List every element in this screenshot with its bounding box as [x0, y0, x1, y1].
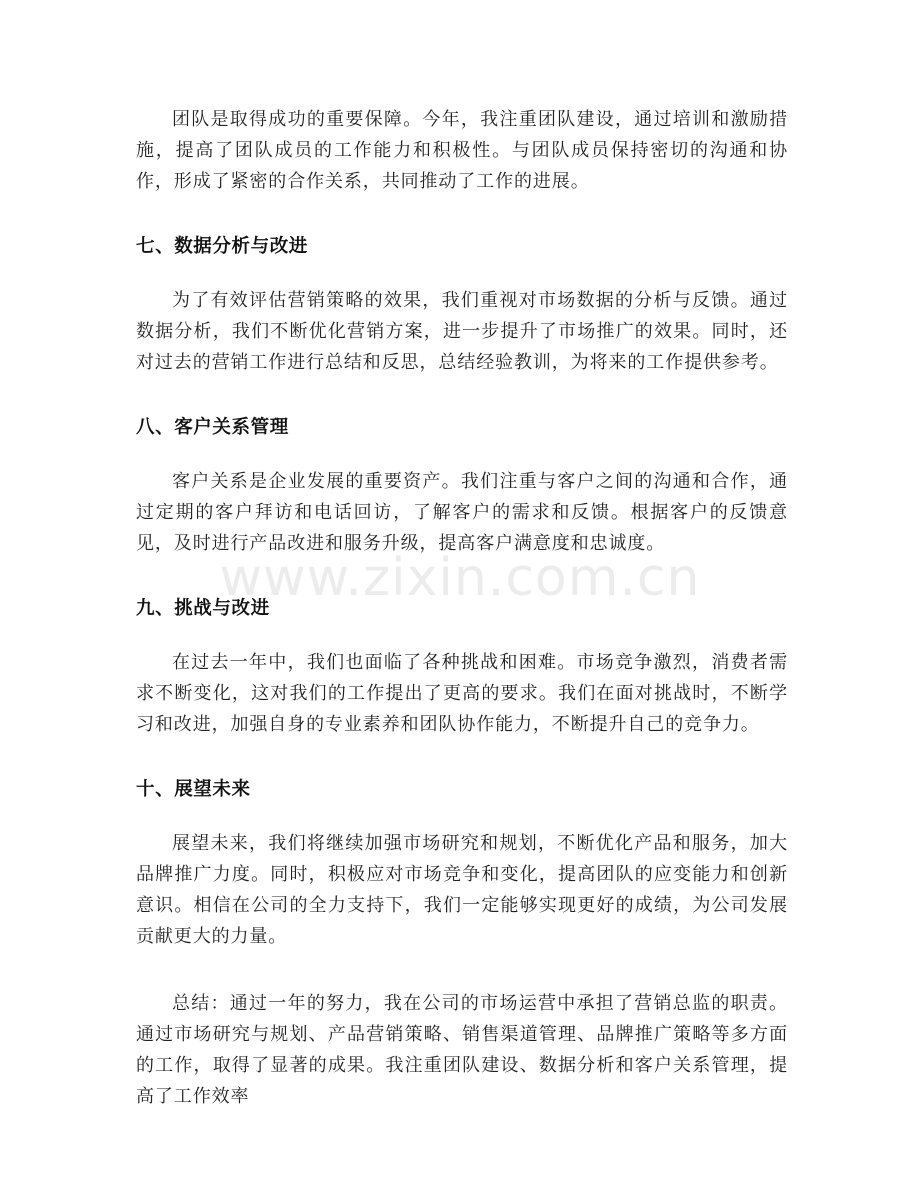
summary-paragraph: 总结：通过一年的努力，我在公司的市场运营中承担了营销总监的职责。通过市场研究与规划、产品营销策略、销售渠道管理、品牌推广策略等多方面的工作，取得了显著的成果。我注重团队建设、数据分析和客户关系管理，提高了工作效率 — [136, 993, 788, 1107]
section-heading-10: 十、展望未来 — [136, 779, 251, 800]
section-heading-9: 九、挑战与改进 — [136, 598, 270, 619]
section-paragraph-7: 为了有效评估营销策略的效果，我们重视对市场数据的分析与反馈。通过数据分析，我们不断优化营销方案，进一步提升了市场推广的效果。同时，还对过去的营销工作进行总结和反思，总结经验教训，为将来的工作提供参考。 — [136, 290, 788, 373]
document-body — [136, 104, 788, 1112]
watermark-text: www.zixin.com.cn — [219, 548, 701, 608]
section-heading-8: 八、客户关系管理 — [136, 417, 289, 438]
section-paragraph-8: 客户关系是企业发展的重要资产。我们注重与客户之间的沟通和合作，通过定期的客户拜访和电话回访，了解客户的需求和反馈。根据客户的反馈意见，及时进行产品改进和服务升级，提高客户满意度和忠诚度。 — [136, 471, 788, 554]
section-heading-7: 七、数据分析与改进 — [136, 236, 308, 257]
intro-paragraph: 团队是取得成功的重要保障。今年，我注重团队建设，通过培训和激励措施，提高了团队成员的工作能力和积极性。与团队成员保持密切的沟通和协作，形成了紧密的合作关系，共同推动了工作的进展。 — [136, 109, 788, 192]
section-paragraph-10: 展望未来，我们将继续加强市场研究和规划，不断优化产品和服务，加大品牌推广力度。同时，积极应对市场竞争和变化，提高团队的应变能力和创新意识。相信在公司的全力支持下，我们一定能够实现更好的成绩，为公司发展贡献更大的力量。 — [136, 833, 788, 947]
section-paragraph-9: 在过去一年中，我们也面临了各种挑战和困难。市场竞争激烈，消费者需求不断变化，这对我们的工作提出了更高的要求。我们在面对挑战时，不断学习和改进，加强自身的专业素养和团队协作能力，不断提升自己的竞争力。 — [136, 652, 788, 735]
